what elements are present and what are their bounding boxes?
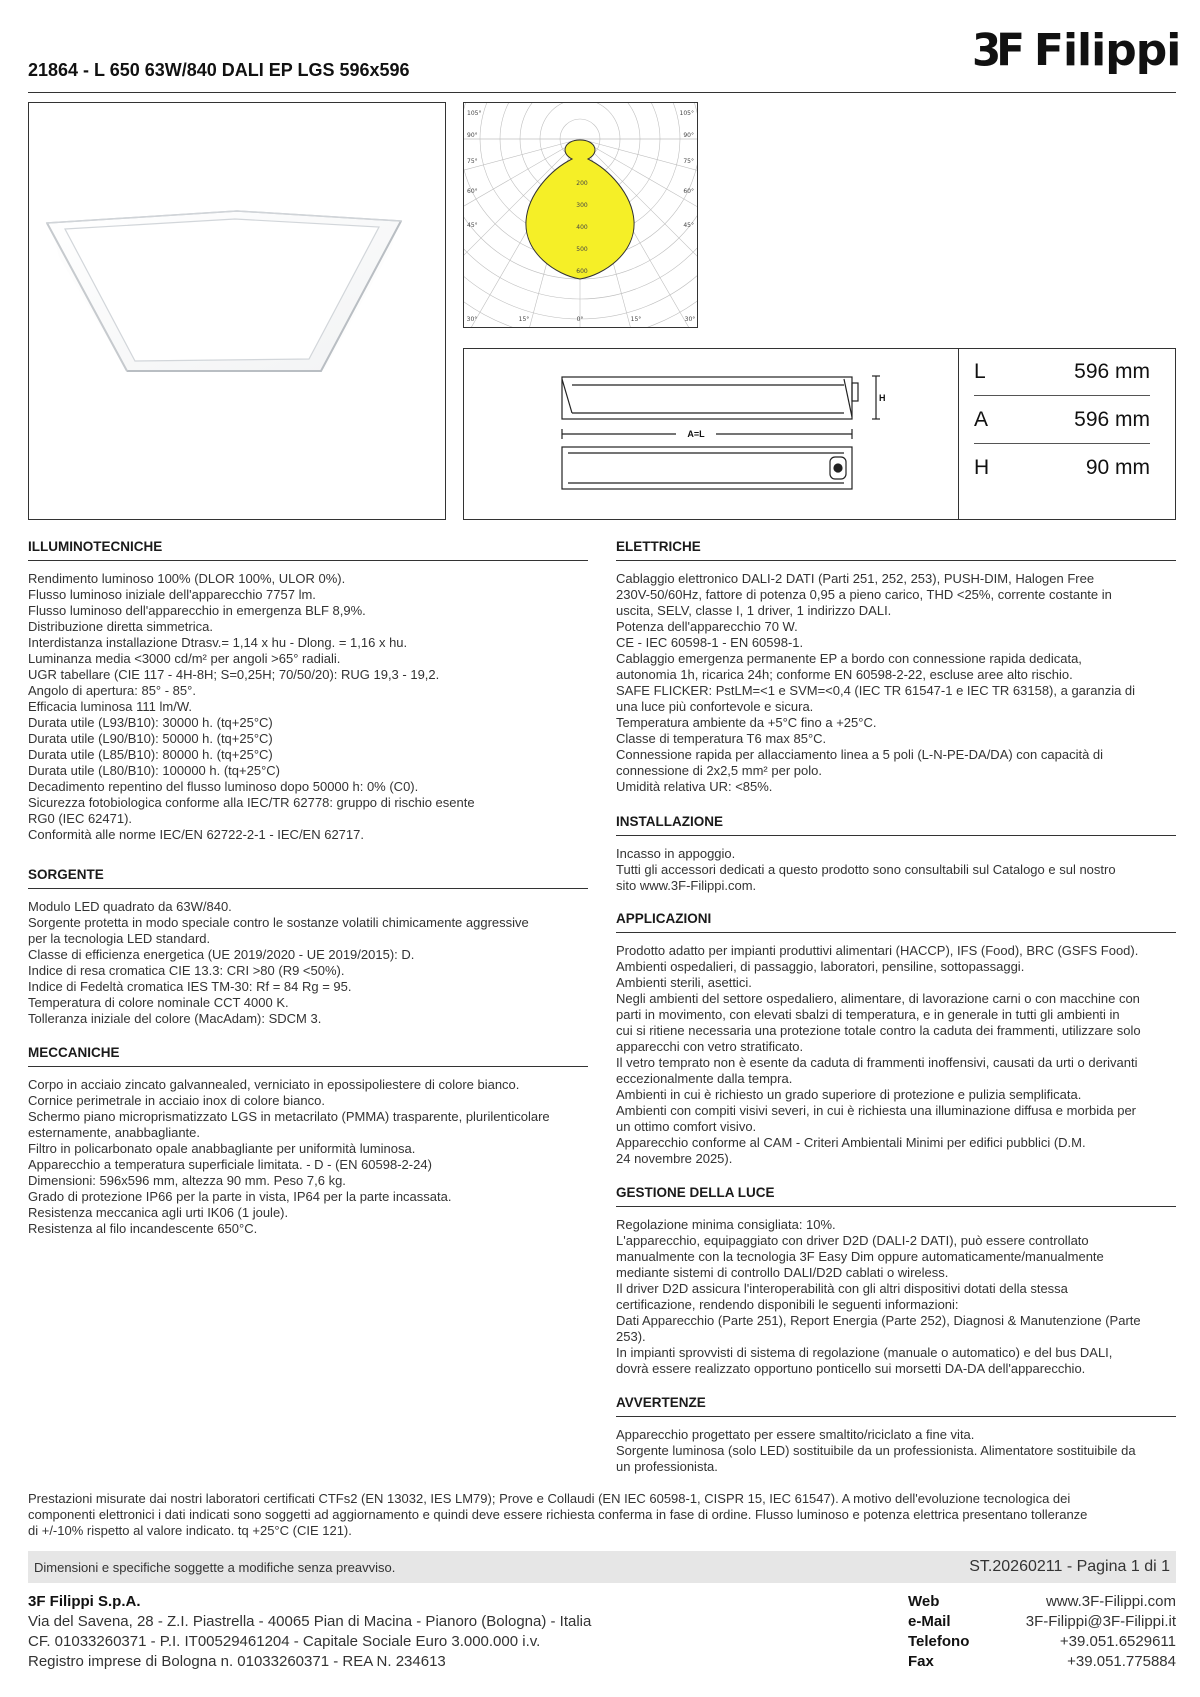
title-divider — [28, 92, 1176, 93]
contact-web-link[interactable]: www.3F-Filippi.com — [1045, 1593, 1176, 1610]
section-body — [616, 1427, 1176, 1475]
section-title: INSTALLAZIONE — [616, 814, 1176, 836]
company-name: 3F Filippi S.p.A. — [28, 1593, 141, 1610]
polar-angle-label: 90° — [467, 132, 478, 139]
dim-key: L — [974, 359, 986, 383]
company-registry: Registro imprese di Bologna n. 01033260371 - REA N. 234613 — [28, 1653, 446, 1670]
text-line: Indice di Fedeltà cromatica IES TM-30: Rf = 84 Rg = 95. — [28, 979, 352, 994]
dim-value: 596 mm — [1074, 359, 1150, 383]
text-line: Angolo di apertura: 85° - 85°. — [28, 683, 196, 698]
section-body — [616, 846, 1176, 894]
text-line: di +/-10% rispetto al valore indicato. tq +25°C (CIE 121). — [28, 1523, 352, 1538]
polar-angle-label: 60° — [467, 188, 478, 195]
section-title: ELETTRICHE — [616, 539, 1176, 561]
polar-diagram — [463, 102, 698, 328]
polar-angle-label: 45° — [467, 222, 478, 229]
product-title: 21864 - L 650 63W/840 DALI EP LGS 596x596 — [28, 60, 410, 80]
text-line: Apparecchio conforme al CAM - Criteri Ambientali Minimi per edifici pubblici (D.M. — [616, 1135, 1086, 1150]
text-line: Temperatura di colore nominale CCT 4000 K. — [28, 995, 289, 1010]
text-line: certificazione, rendendo disponibili le seguenti informazioni: — [616, 1297, 959, 1312]
text-line: dovrà essere realizzato opportuno ponticello sui morsetti DA-DA dell'apparecchio. — [616, 1361, 1086, 1376]
polar-radial-label: 200 — [576, 180, 588, 187]
panel-illustration — [29, 103, 447, 521]
text-line: Temperatura ambiente da +5°C fino a +25°C. — [616, 715, 877, 730]
text-line: componenti elettronici i dati indicati sono soggetti ad aggiornamento e quindi deve essere richiesta conferma in fase di ordine. Flusso luminoso e potenza elettrica presentano tolleranze — [28, 1507, 1088, 1522]
polar-bottom-label: 30° — [684, 316, 696, 323]
section-title: APPLICAZIONI — [616, 911, 1176, 933]
dim-key: A — [974, 407, 989, 431]
text-line: L'apparecchio, equipaggiato con driver D2D (DALI-2 DATI), può essere controllato — [616, 1233, 1089, 1248]
text-line: In impianti sprovvisti di sistema di regolazione (manuale o automatico) e del bus DALI, — [616, 1345, 1113, 1360]
dimensions-table — [958, 348, 1176, 520]
text-line: Filtro in policarbonato opale anabbagliante per uniformità luminosa. — [28, 1141, 416, 1156]
text-line: Durata utile (L80/B10): 100000 h. (tq+25°C) — [28, 763, 280, 778]
measurement-footnote — [28, 1491, 1176, 1539]
section-title: AVVERTENZE — [616, 1395, 1176, 1417]
section-body — [28, 899, 588, 1027]
polar-angle-label: 105° — [467, 110, 482, 117]
section-avvertenze — [616, 1395, 1176, 1475]
length-label: A=L — [687, 429, 705, 439]
contact-key: Fax — [908, 1653, 934, 1670]
text-line: Potenza dell'apparecchio 70 W. — [616, 619, 798, 634]
text-line: cui si ritiene necessaria una protezione totale contro la caduta dei frammenti, utilizzare solo — [616, 1023, 1141, 1038]
section-sorgente — [28, 867, 588, 1027]
text-line: Dati Apparecchio (Parte 251), Report Energia (Parte 252), Diagnosi & Manutenzione (Parte — [616, 1313, 1141, 1328]
contact-fax — [908, 1652, 1176, 1672]
text-line: Dimensioni: 596x596 mm, altezza 90 mm. Peso 7,6 kg. — [28, 1173, 346, 1188]
text-line: parti in movimento, con elevati sbalzi di temperatura, e in generale in tutti gli ambienti in — [616, 1007, 1120, 1022]
contact-email — [908, 1612, 1176, 1632]
text-line: Distribuzione diretta simmetrica. — [28, 619, 213, 634]
side-view-drawing — [464, 349, 959, 519]
company-info — [28, 1592, 591, 1672]
contact-email-link[interactable]: 3F-Filippi@3F-Filippi.it — [1025, 1613, 1176, 1630]
section-title: ILLUMINOTECNICHE — [28, 539, 588, 561]
section-elettriche — [616, 539, 1176, 795]
text-line: una luce più confortevole e sicura. — [616, 699, 814, 714]
text-line: Flusso luminoso dell'apparecchio in emergenza BLF 8,9%. — [28, 603, 366, 618]
text-line: Cornice perimetrale in acciaio inox di colore bianco. — [28, 1093, 325, 1108]
polar-angle-label: 60° — [683, 188, 694, 195]
text-line: Cablaggio elettronico DALI-2 DATI (Parti 251, 252, 253), PUSH-DIM, Halogen Free — [616, 571, 1095, 586]
text-line: un ottimo comfort visivo. — [616, 1119, 757, 1134]
text-line: uscita, SELV, classe I, 1 driver, 1 indirizzo DALI. — [616, 603, 892, 618]
text-line: apparecchi con vetro stratificato. — [616, 1039, 804, 1054]
text-line: mediante sistemi di controllo DALI/D2D cablati o wireless. — [616, 1265, 949, 1280]
text-line: Ambienti ospedalieri, di passaggio, laboratori, pensiline, sottopassaggi. — [616, 959, 1025, 974]
section-title: GESTIONE DELLA LUCE — [616, 1185, 1176, 1207]
polar-radial-label: 300 — [576, 202, 588, 209]
contact-web — [908, 1592, 1176, 1612]
text-line: Tolleranza iniziale del colore (MacAdam): SDCM 3. — [28, 1011, 322, 1026]
text-line: Sicurezza fotobiologica conforme alla IEC/TR 62778: gruppo di rischio esente — [28, 795, 475, 810]
text-line: 253). — [616, 1329, 646, 1344]
section-title: SORGENTE — [28, 867, 588, 889]
company-address: Via del Savena, 28 - Z.I. Piastrella - 40065 Pian di Macina - Pianoro (Bologna) - Italia — [28, 1613, 592, 1630]
text-line: Corpo in acciaio zincato galvannealed, verniciato in epossipoliestere di colore bianco. — [28, 1077, 520, 1092]
text-line: CE - IEC 60598-1 - EN 60598-1. — [616, 635, 804, 650]
polar-bottom-label: 0° — [576, 316, 584, 323]
contact-key: Telefono — [908, 1633, 970, 1650]
text-line: Connessione rapida per allacciamento linea a 5 poli (L-N-PE-DA/DA) con capacità di — [616, 747, 1104, 762]
text-line: Apparecchio progettato per essere smaltito/riciclato a fine vita. — [616, 1427, 975, 1442]
text-line: Incasso in appoggio. — [616, 846, 736, 861]
text-line: Decadimento repentino del flusso luminoso dopo 50000 h: 0% (C0). — [28, 779, 419, 794]
text-line: Sorgente luminosa (solo LED) sostituibile da un professionista. Alimentatore sostituibile da — [616, 1443, 1136, 1458]
contact-phone-value: +39.051.6529611 — [1059, 1633, 1176, 1650]
text-line: Interdistanza installazione Dtrasv.= 1,14 x hu - Dlong. = 1,16 x hu. — [28, 635, 408, 650]
text-line: UGR tabellare (CIE 117 - 4H-8H; S=0,25H; 70/50/20): RUG 19,3 - 19,2. — [28, 667, 440, 682]
text-line: autonomia 1h, ricarica 24h; conforme EN 60598-2-22, escluse aree alto rischio. — [616, 667, 1073, 682]
text-line: Apparecchio a temperatura superficiale limitata. - D - (EN 60598-2-24) — [28, 1157, 432, 1172]
text-line: Classe di efficienza energetica (UE 2019/2020 - UE 2019/2015): D. — [28, 947, 415, 962]
text-line: Sorgente protetta in modo speciale contro le sostanze volatili chimicamente aggressive — [28, 915, 529, 930]
text-line: eccezionalmente dalla tempra. — [616, 1071, 793, 1086]
text-line: Durata utile (L90/B10): 50000 h. (tq+25°C) — [28, 731, 273, 746]
text-line: Resistenza meccanica agli urti IK06 (1 joule). — [28, 1205, 289, 1220]
section-title: MECCANICHE — [28, 1045, 588, 1067]
text-line: Grado di protezione IP66 per la parte in vista, IP64 per la parte incassata. — [28, 1189, 452, 1204]
dim-value: 596 mm — [1074, 407, 1150, 431]
brand-logo — [972, 22, 1181, 78]
notice-text: Dimensioni e specifiche soggette a modifiche senza preavviso. — [34, 1559, 396, 1575]
text-line: sito www.3F-Filippi.com. — [616, 878, 757, 893]
polar-angle-label: 75° — [467, 158, 478, 165]
polar-chart — [464, 103, 697, 327]
polar-angle-label: 105° — [679, 110, 694, 117]
contact-key: Web — [908, 1593, 940, 1610]
text-line: Cablaggio emergenza permanente EP a bordo con connessione rapida dedicata, — [616, 651, 1082, 666]
text-line: Classe di temperatura T6 max 85°C. — [616, 731, 827, 746]
polar-radial-label: 500 — [576, 246, 588, 253]
polar-bottom-label: 15° — [518, 316, 530, 323]
text-line: Il driver D2D assicura l'interoperabilità con gli altri dispositivi dotati della stessa — [616, 1281, 1068, 1296]
text-line: Durata utile (L93/B10): 30000 h. (tq+25°C) — [28, 715, 273, 730]
dim-row-length — [974, 348, 1150, 396]
section-body — [616, 943, 1176, 1167]
text-line: manualmente con la tecnologia 3F Easy Dim oppure automaticamente/manualmente — [616, 1249, 1104, 1264]
section-installazione — [616, 814, 1176, 894]
dim-key: H — [974, 456, 990, 479]
text-line: Ambienti sterili, asettici. — [616, 975, 752, 990]
text-line: Tutti gli accessori dedicati a questo prodotto sono consultabili sul Catalogo e sul nostro — [616, 862, 1116, 877]
text-line: Il vetro temprato non è esente da caduta di frammenti inoffensivi, causati da urti o derivanti — [616, 1055, 1138, 1070]
text-line: SAFE FLICKER: PstLM=<1 e SVM=<0,4 (IEC TR 61547-1 e IEC TR 63158), a garanzia di — [616, 683, 1136, 698]
text-line: Modulo LED quadrato da 63W/840. — [28, 899, 232, 914]
polar-angle-label: 75° — [683, 158, 694, 165]
text-line: Schermo piano microprismatizzato LGS in metacrilato (PMMA) trasparente, plurilenticolare — [28, 1109, 550, 1124]
section-applicazioni — [616, 911, 1176, 1167]
polar-radial-label: 600 — [576, 268, 588, 275]
dim-row-height — [974, 444, 1150, 492]
polar-radial-label: 400 — [576, 224, 588, 231]
text-line: Umidità relativa UR: <85%. — [616, 779, 773, 794]
section-meccaniche — [28, 1045, 588, 1237]
text-line: esternamente, anabbagliante. — [28, 1125, 201, 1140]
text-line: Resistenza al filo incandescente 650°C. — [28, 1221, 258, 1236]
contact-list — [908, 1592, 1176, 1672]
company-fiscal: CF. 01033260371 - P.I. IT00529461204 - Capitale Sociale Euro 3.000.000 i.v. — [28, 1633, 541, 1650]
product-image — [28, 102, 446, 520]
text-line: 24 novembre 2025). — [616, 1151, 733, 1166]
polar-angle-label: 90° — [683, 132, 694, 139]
polar-bottom-label: 30° — [466, 316, 478, 323]
polar-angle-label: 45° — [683, 222, 694, 229]
text-line: Indice di resa cromatica CIE 13.3: CRI >80 (R9 <50%). — [28, 963, 345, 978]
text-line: Luminanza media <3000 cd/m² per angoli >65° radiali. — [28, 651, 341, 666]
section-body — [616, 571, 1176, 795]
document-reference: ST.20260211 - Pagina 1 di 1 — [969, 1558, 1170, 1575]
section-body — [28, 571, 588, 843]
polar-bottom-label: 15° — [630, 316, 642, 323]
text-line: RG0 (IEC 62471). — [28, 811, 133, 826]
text-line: Rendimento luminoso 100% (DLOR 100%, ULOR 0%). — [28, 571, 346, 586]
text-line: Prodotto adatto per impianti produttivi alimentari (HACCP), IFS (Food), BRC (GSFS Food). — [616, 943, 1139, 958]
text-line: un professionista. — [616, 1459, 718, 1474]
contact-fax-value: +39.051.775884 — [1067, 1653, 1176, 1670]
text-line: Negli ambienti del settore ospedaliero, alimentare, di lavorazione carni o con macchine con — [616, 991, 1140, 1006]
text-line: Flusso luminoso iniziale dell'apparecchio 7757 lm. — [28, 587, 316, 602]
text-line: 230V-50/60Hz, fattore di potenza 0,95 a pieno carico, THD <25%, corrente costante in — [616, 587, 1112, 602]
text-line: connessione di 2x2,5 mm² per polo. — [616, 763, 822, 778]
section-body — [28, 1077, 588, 1237]
dim-row-width — [974, 396, 1150, 444]
text-line: Ambienti in cui è richiesto un grado superiore di protezione e pulizia semplificata. — [616, 1087, 1082, 1102]
logo-wordmark: Filippi — [1033, 24, 1181, 76]
text-line: Efficacia luminosa 111 lm/W. — [28, 699, 193, 714]
text-line: Conformità alle norme IEC/EN 62722-2-1 - IEC/EN 62717. — [28, 827, 364, 842]
notice-bar — [28, 1551, 1176, 1583]
text-line: per la tecnologia LED standard. — [28, 931, 211, 946]
text-line: Durata utile (L85/B10): 80000 h. (tq+25°C) — [28, 747, 273, 762]
text-line: Prestazioni misurate dai nostri laboratori certificati CTFs2 (EN 13032, IES LM79); Prove e Collaudi (EN IEC 60598-1, CISPR 15, IEC 61547). A motivo dell'evoluzione tecnologica dei — [28, 1491, 1071, 1506]
text-line: Regolazione minima consigliata: 10%. — [616, 1217, 836, 1232]
dim-value: 90 mm — [1085, 456, 1150, 479]
height-label: H — [879, 393, 886, 403]
section-gestione-luce — [616, 1185, 1176, 1377]
contact-key: e-Mail — [908, 1613, 951, 1630]
logo-mark: 3F — [972, 24, 1020, 76]
section-illuminotecniche — [28, 539, 588, 843]
contact-phone — [908, 1632, 1176, 1652]
section-body — [616, 1217, 1176, 1377]
text-line: Ambienti con compiti visivi severi, in cui è richiesta una illuminazione diffusa e morbida per — [616, 1103, 1136, 1118]
